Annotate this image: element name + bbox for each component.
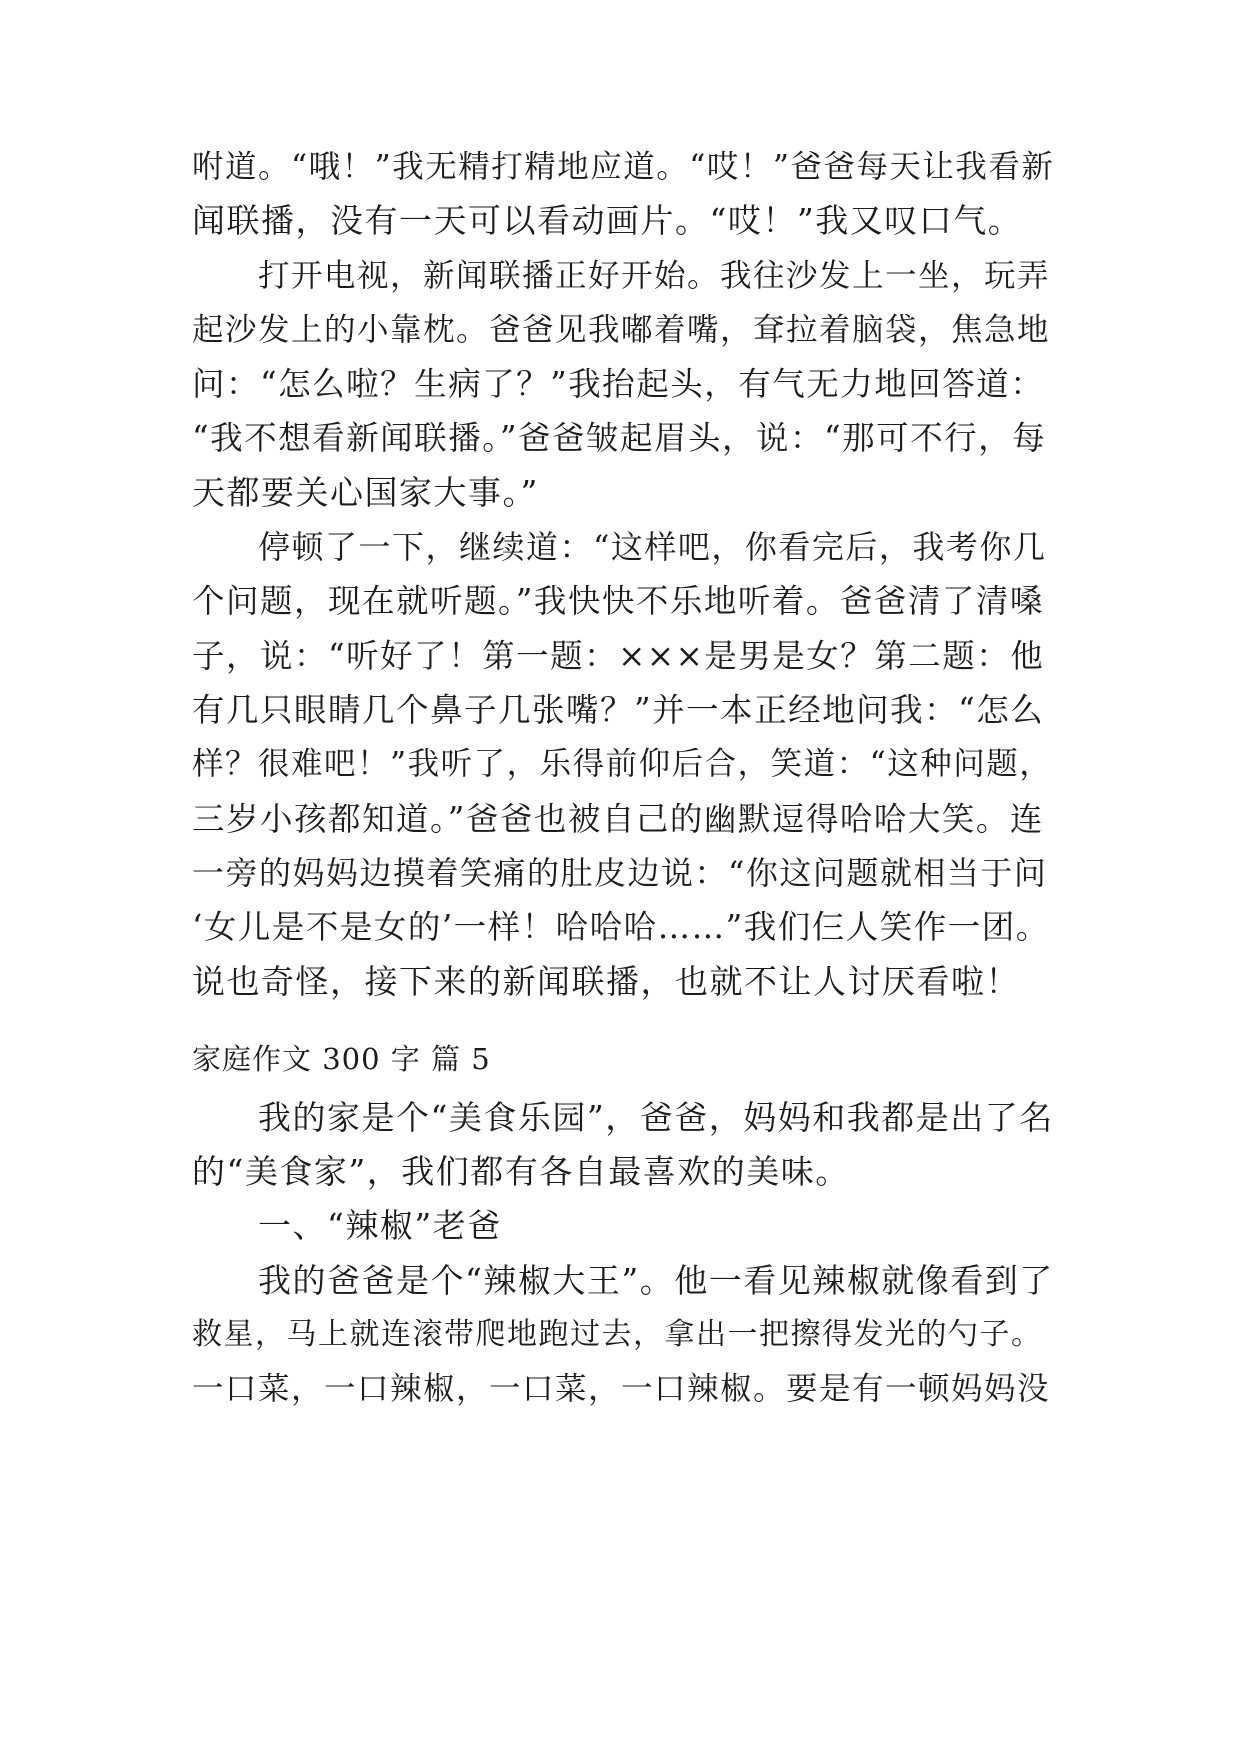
- paragraph-line: 问：“怎么啦？生病了？”我抬起头，有气无力地回答道：: [192, 365, 1045, 403]
- paragraph-line: 样？很难吧！”我听了，乐得前仰后合，笑道：“这种问题，: [192, 746, 1053, 782]
- paragraph-line: 打开电视，新闻联播正好开始。我往沙发上一坐，玩弄: [258, 258, 1051, 294]
- paragraph-line: 三岁小孩都知道。”爸爸也被自己的幽默逗得哈哈大笑。连: [192, 800, 1044, 838]
- section-heading: 家庭作文 300 字 篇 5: [192, 1042, 491, 1076]
- paragraph-line: 救星，马上就连滚带爬地跑过去，拿出一把擦得发光的勺子。: [192, 1317, 1043, 1352]
- paragraph-line: 一旁的妈妈边摸着笑痛的肚皮边说：“你这问题就相当于问: [192, 854, 1048, 892]
- paragraph-line: 我的爸爸是个“辣椒大王”。他一看见辣椒就像看到了: [258, 1261, 1054, 1300]
- paragraph-line: 我的家是个“美食乐园”，爸爸，妈妈和我都是出了名: [258, 1098, 1054, 1137]
- paragraph-line: ‘女儿是不是女的’一样！哈哈哈……”我们仨人笑作一团。: [192, 908, 1050, 946]
- paragraph-line: 说也奇怪，接下来的新闻联播，也就不让人讨厌看啦！: [192, 962, 1020, 1001]
- subheading: 一、“辣椒”老爸: [258, 1206, 502, 1245]
- paragraph-line: “我不想看新闻联播。”爸爸皱起眉头，说：“那可不行，每: [192, 419, 1047, 457]
- paragraph-line: 一口菜，一口辣椒，一口菜，一口辣椒。要是有一顿妈妈没: [192, 1371, 1051, 1407]
- paragraph-line: 有几只眼睛几个鼻子几张嘴？”并一本正经地问我：“怎么: [192, 691, 1045, 729]
- paragraph-line: 的“美食家”，我们都有各自最喜欢的美味。: [192, 1152, 850, 1191]
- paragraph-line: 闻联播，没有一天可以看动画片。“哎！”我又叹口气。: [192, 201, 1023, 240]
- paragraph-line: 停顿了一下，继续道：“这样吧，你看完后，我考你几: [258, 528, 1047, 566]
- paragraph-line: 咐道。“哦！”我无精打精地应道。“哎！”爸爸每天让我看新: [192, 149, 1055, 185]
- paragraph-line: 子，说：“听好了！第一题：×××是男是女？第二题：他: [192, 637, 1045, 675]
- paragraph-line: 个问题，现在就听题。”我快快不乐地听着。爸爸清了清嗓: [192, 582, 1044, 620]
- paragraph-line: 天都要关心国家大事。”: [192, 473, 539, 512]
- paragraph-line: 起沙发上的小靠枕。爸爸见我嘟着嘴，耷拉着脑袋，焦急地: [192, 312, 1051, 348]
